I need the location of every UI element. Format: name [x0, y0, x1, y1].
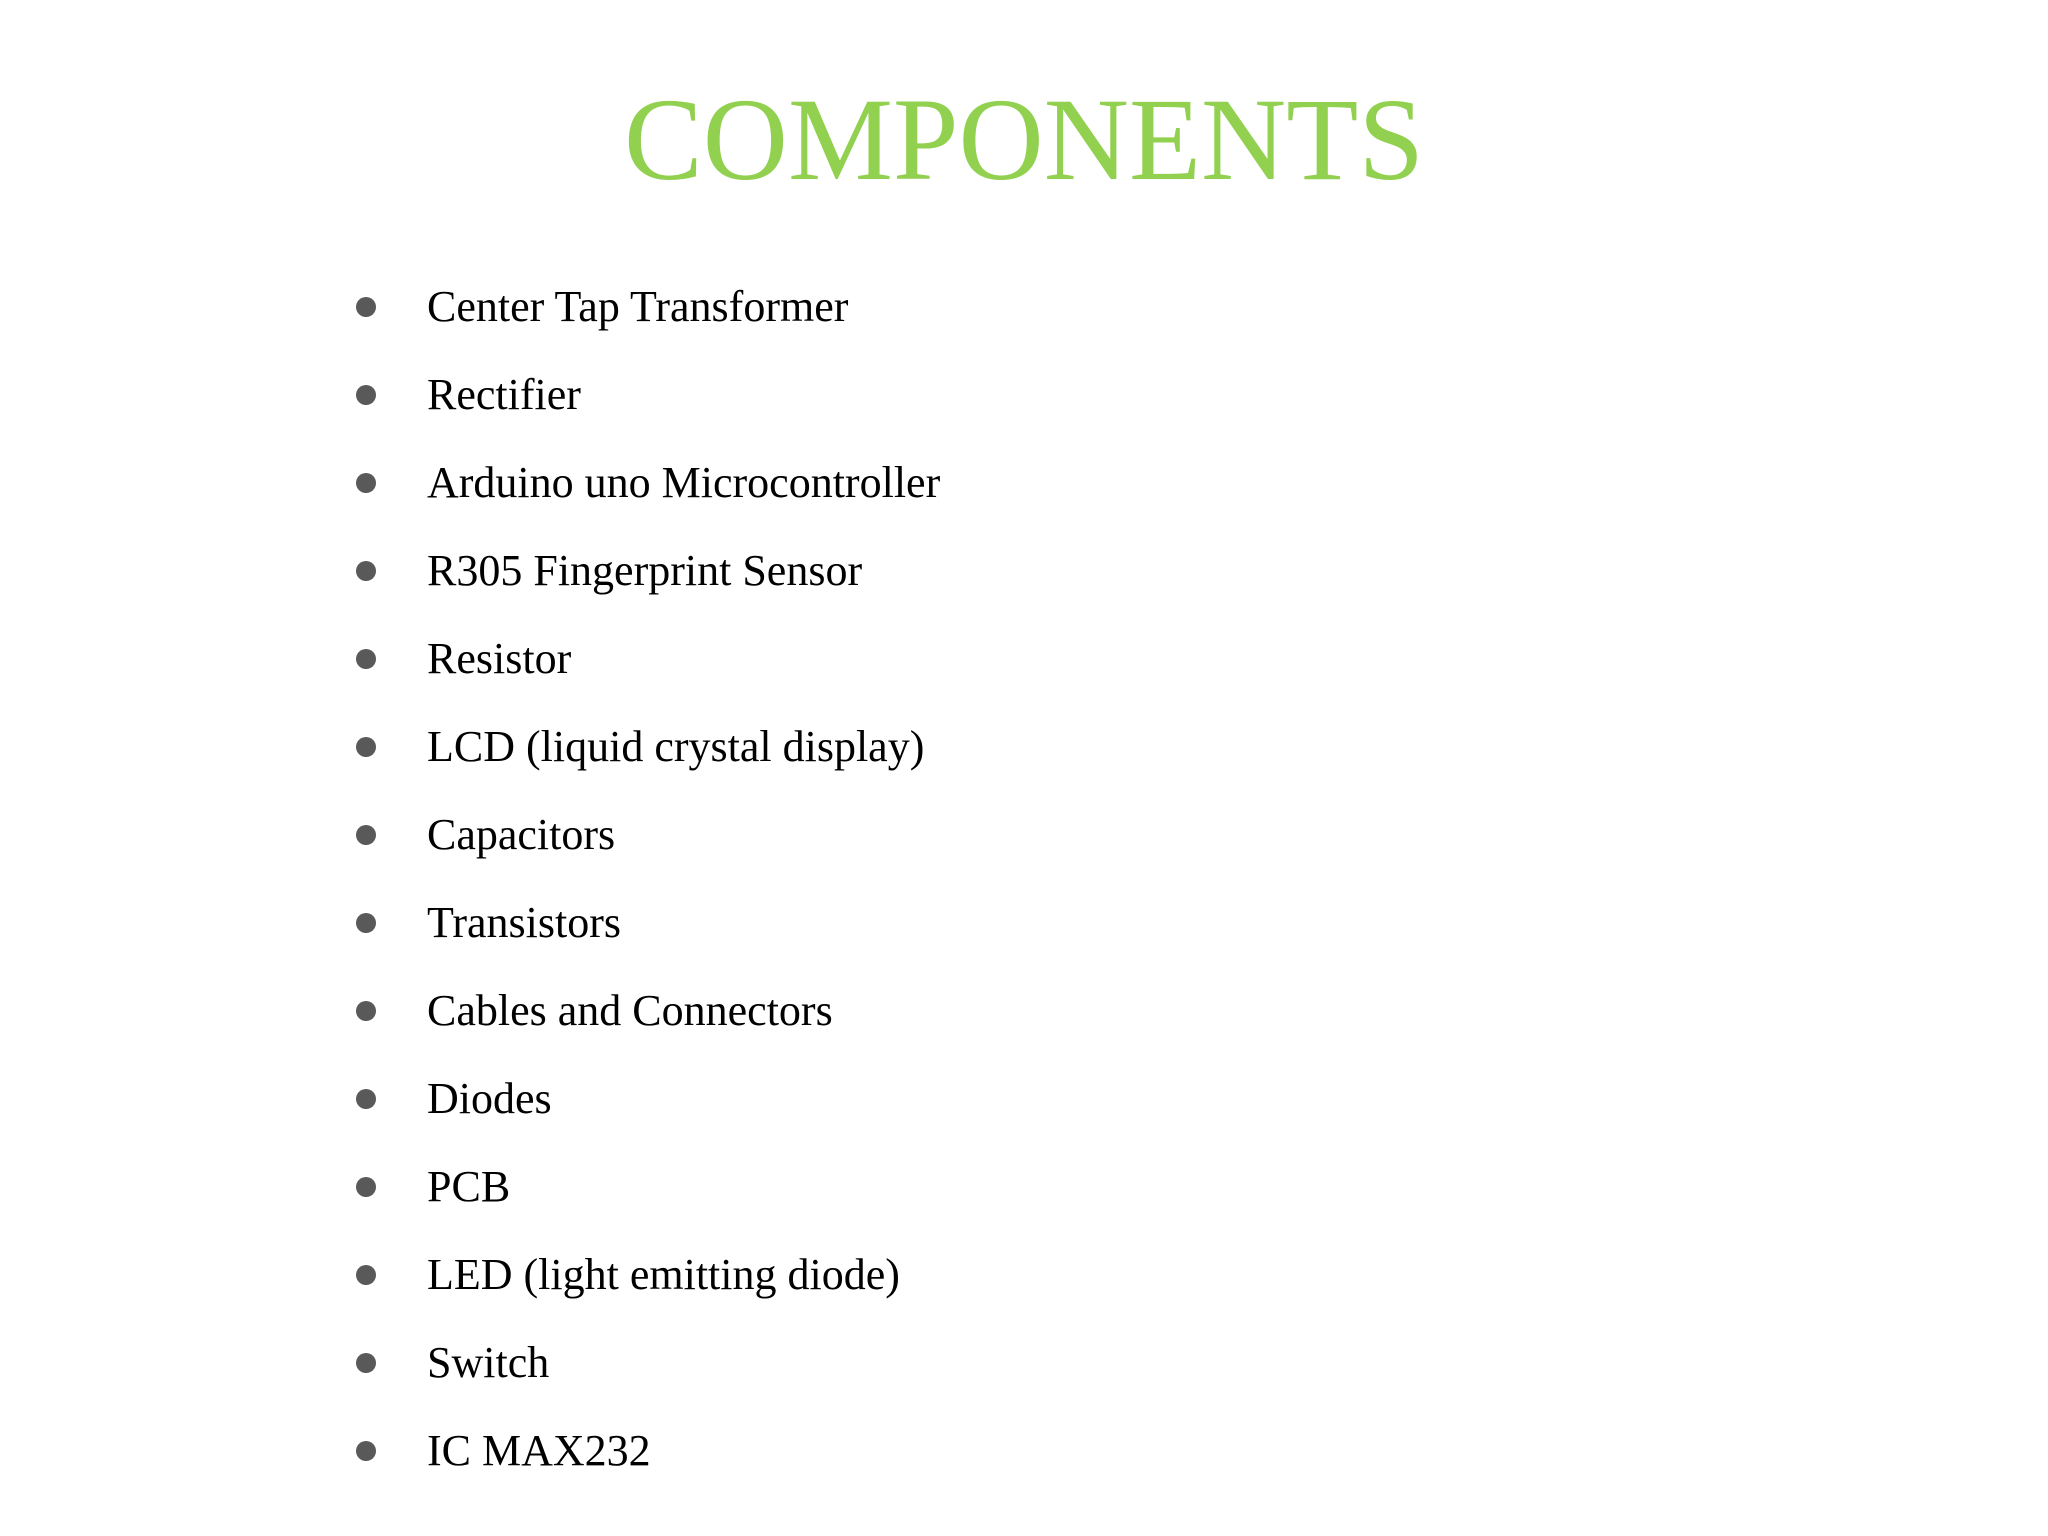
- bullet-icon: [356, 1177, 376, 1197]
- list-item-label: Switch: [427, 1338, 550, 1387]
- list-item-label: PCB: [427, 1162, 511, 1211]
- list-item-label: Arduino uno Microcontroller: [427, 458, 941, 507]
- list-item-label: Cables and Connectors: [427, 986, 833, 1035]
- bullet-icon: [356, 1265, 376, 1285]
- bullet-icon: [356, 737, 376, 757]
- list-item: [0, 439, 1200, 527]
- list-item-label: Capacitors: [427, 810, 616, 859]
- bullet-icon: [356, 385, 376, 405]
- bullet-icon: [356, 1441, 376, 1461]
- bullet-icon: [356, 913, 376, 933]
- list-item: [0, 527, 1200, 615]
- list-item-label: IC MAX232: [427, 1426, 651, 1475]
- bullet-icon: [356, 473, 376, 493]
- bullet-icon: [356, 1001, 376, 1021]
- list-item-label: Center Tap Transformer: [427, 282, 849, 331]
- bullet-icon: [356, 1353, 376, 1373]
- list-item: [0, 1143, 1200, 1231]
- list-item: [0, 263, 1200, 351]
- list-item: [0, 615, 1200, 703]
- list-item-label: LCD (liquid crystal display): [427, 722, 925, 771]
- slide-title: COMPONENTS: [624, 74, 1424, 205]
- list-item: [0, 351, 1200, 439]
- bullet-icon: [356, 649, 376, 669]
- bullet-icon: [356, 561, 376, 581]
- list-item: [0, 1231, 1200, 1319]
- bullet-icon: [356, 825, 376, 845]
- list-item-label: Resistor: [427, 634, 572, 683]
- list-item-label: R305 Fingerprint Sensor: [427, 546, 863, 595]
- list-item-label: Rectifier: [427, 370, 581, 419]
- bullet-icon: [356, 1089, 376, 1109]
- list-item-label: Diodes: [427, 1074, 552, 1123]
- list-item: [0, 791, 1200, 879]
- list-item: [0, 703, 1200, 791]
- list-item: [0, 1319, 1200, 1407]
- list-item-label: Transistors: [427, 898, 621, 947]
- list-item: [0, 1407, 1200, 1495]
- bullet-icon: [356, 297, 376, 317]
- list-item: [0, 1055, 1200, 1143]
- list-item: [0, 879, 1200, 967]
- list-item-label: LED (light emitting diode): [427, 1250, 900, 1299]
- list-item: [0, 967, 1200, 1055]
